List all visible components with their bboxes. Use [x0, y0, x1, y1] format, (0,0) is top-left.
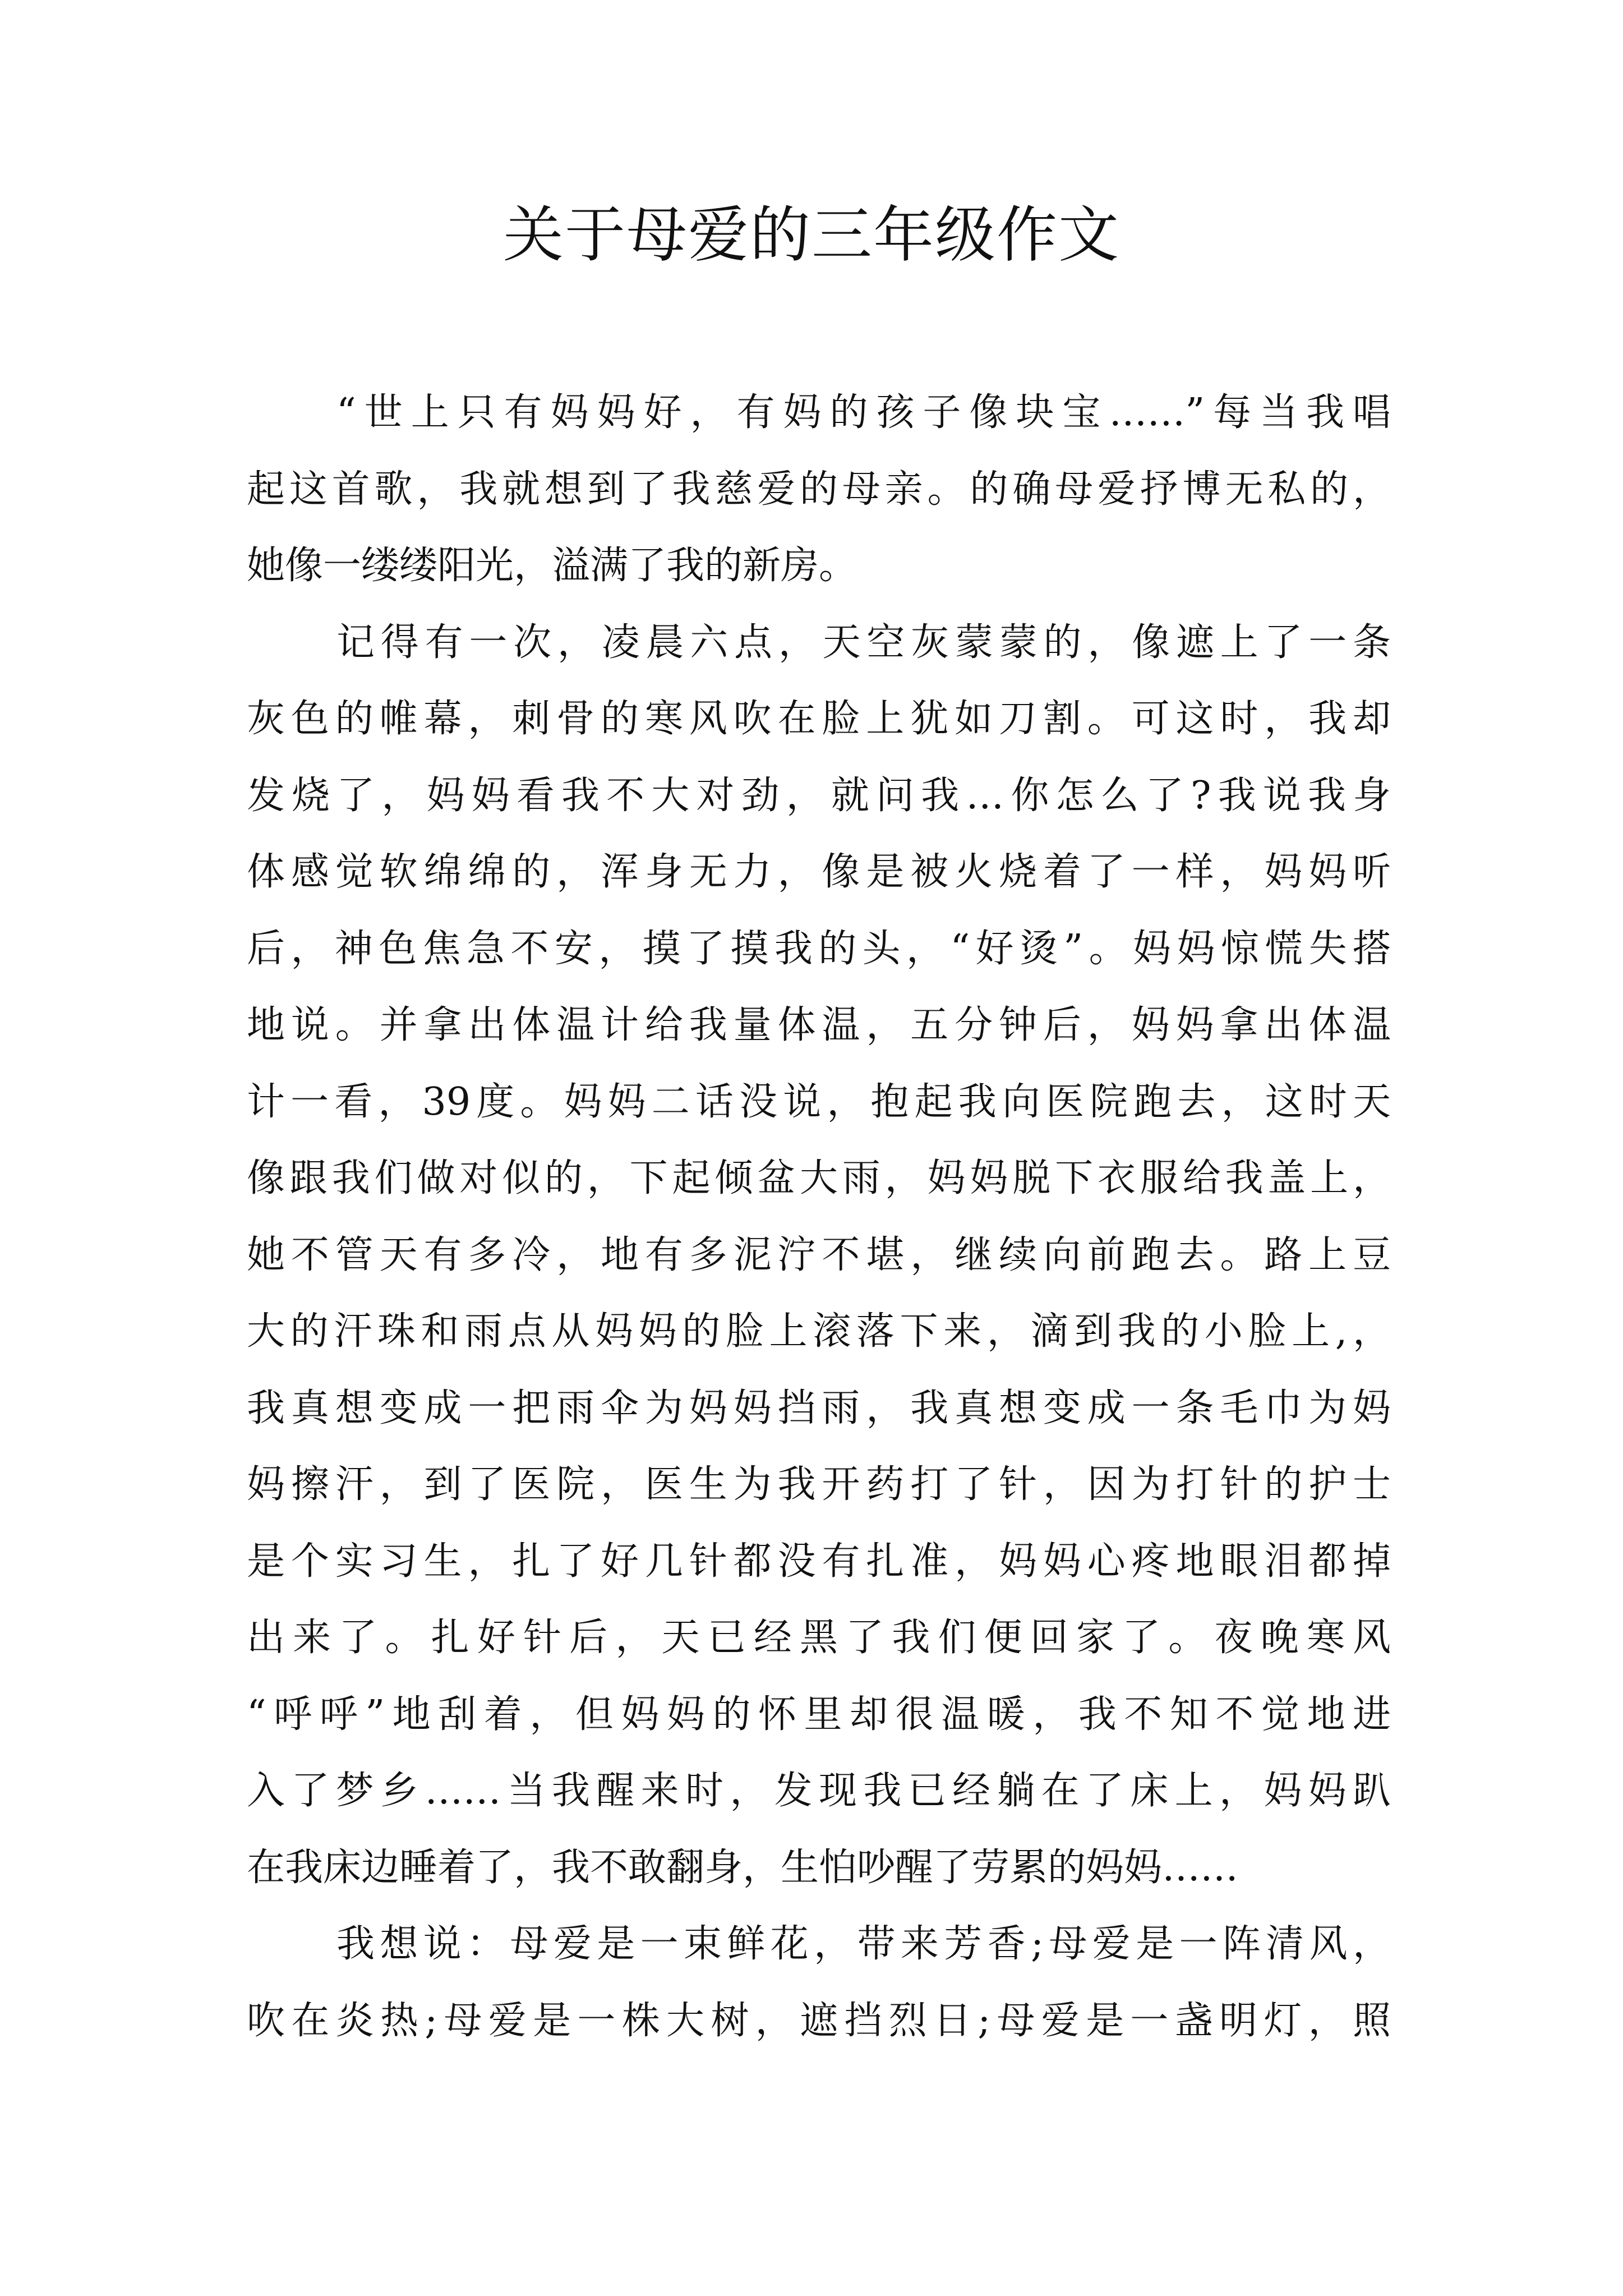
- body-line-12: 她不管天有多冷，地有多泥泞不堪，继续向前跑去。路上豆: [247, 1232, 1391, 1277]
- body-line-10: 计一看，39度。妈妈二话没说，抱起我向医院跑去，这时天: [247, 1079, 1391, 1124]
- document-title: 关于母爱的三年级作文: [502, 200, 1120, 270]
- body-line-17: 出来了。扎好针后，天已经黑了我们便回家了。夜晚寒风: [247, 1616, 1391, 1660]
- body-line-20: 在我床边睡着了，我不敢翻身，生怕吵醒了劳累的妈妈……: [247, 1845, 1239, 1890]
- body-line-9: 地说。并拿出体温计给我量体温，五分钟后，妈妈拿出体温: [247, 1003, 1391, 1047]
- body-line-16: 是个实习生，扎了好几针都没有扎准，妈妈心疼地眼泪都掉: [247, 1539, 1391, 1584]
- body-line-18: “呼呼”地刮着，但妈妈的怀里却很温暖，我不知不觉地进: [247, 1692, 1391, 1737]
- body-line-11: 像跟我们做对似的，下起倾盆大雨，妈妈脱下衣服给我盖上，: [247, 1156, 1391, 1200]
- body-line-2: 起这首歌，我就想到了我慈爱的母亲。的确母爱抒博无私的，: [247, 467, 1391, 512]
- body-line-4: 记得有一次，凌晨六点，天空灰蒙蒙的，像遮上了一条: [336, 620, 1391, 665]
- body-line-6: 发烧了，妈妈看我不大对劲，就问我…你怎么了?我说我身: [247, 773, 1391, 818]
- body-line-3: 她像一缕缕阳光，溢满了我的新房。: [247, 544, 857, 588]
- body-line-8: 后，神色焦急不安，摸了摸我的头，“好烫”。妈妈惊慌失搭: [247, 926, 1391, 971]
- body-line-15: 妈擦汗，到了医院，医生为我开药打了针，因为打针的护士: [247, 1462, 1391, 1507]
- document-body: [247, 375, 1391, 2059]
- body-line-22: 吹在炎热;母爱是一株大树，遮挡烈日;母爱是一盏明灯，照: [247, 1998, 1391, 2043]
- body-line-21: 我想说：母爱是一束鲜花，带来芳香;母爱是一阵清风，: [336, 1922, 1391, 1966]
- body-line-5: 灰色的帷幕，刺骨的寒风吹在脸上犹如刀割。可这时，我却: [247, 697, 1391, 741]
- body-line-19: 入了梦乡……当我醒来时，发现我已经躺在了床上，妈妈趴: [247, 1769, 1391, 1813]
- body-line-14: 我真想变成一把雨伞为妈妈挡雨，我真想变成一条毛巾为妈: [247, 1386, 1391, 1430]
- body-line-13: 大的汗珠和雨点从妈妈的脸上滚落下来，滴到我的小脸上,，: [247, 1309, 1391, 1354]
- body-line-1: “世上只有妈妈好，有妈的孩子像块宝……”每当我唱: [336, 390, 1391, 435]
- body-line-7: 体感觉软绵绵的，浑身无力，像是被火烧着了一样，妈妈听: [247, 850, 1391, 894]
